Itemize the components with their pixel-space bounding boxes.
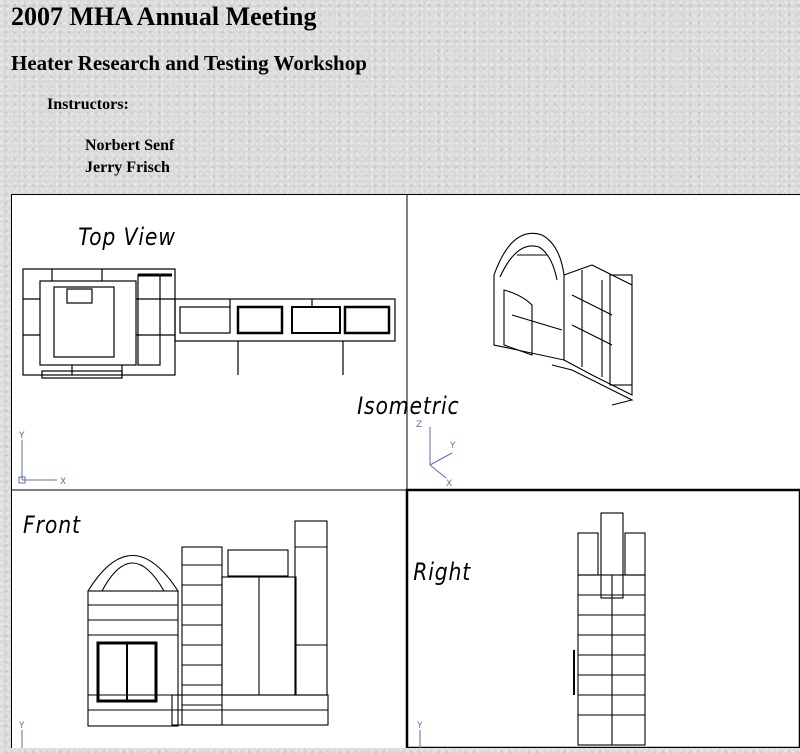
ucs-icon [18,721,25,748]
svg-text:Z: Z [416,420,423,430]
svg-text:Y: Y [450,441,456,451]
instructor-name: Jerry Frisch [85,159,170,176]
svg-text:X: X [446,479,453,489]
top-view-drawing [23,269,395,378]
isometric-label: Isometric [357,392,460,421]
active-viewport-border [407,490,800,748]
cad-drawing-svg [12,195,800,748]
instructors-label: Instructors: [47,96,129,113]
right-drawing [574,513,645,745]
svg-text:X: X [60,477,67,487]
svg-text:Y: Y [19,431,25,441]
ucs-icon [416,420,456,489]
isometric-panel [357,233,632,489]
ucs-icon [416,721,423,748]
page-title: 2007 MHA Annual Meeting [11,2,317,31]
svg-text:Y: Y [417,721,423,731]
ucs-icon [18,431,66,487]
instructor-name: Norbert Senf [85,137,175,154]
right-label: Right [413,558,472,587]
isometric-drawing [494,233,632,405]
front-panel [18,511,328,748]
top-view-label: Top View [78,223,176,252]
front-label: Front [23,511,81,540]
top-view-panel [18,223,395,487]
instructors-list [85,135,174,179]
front-drawing [88,521,328,726]
page-subtitle: Heater Research and Testing Workshop [11,51,367,75]
right-panel [413,513,645,748]
svg-text:Y: Y [19,721,25,731]
cad-drawing-image [11,194,800,748]
